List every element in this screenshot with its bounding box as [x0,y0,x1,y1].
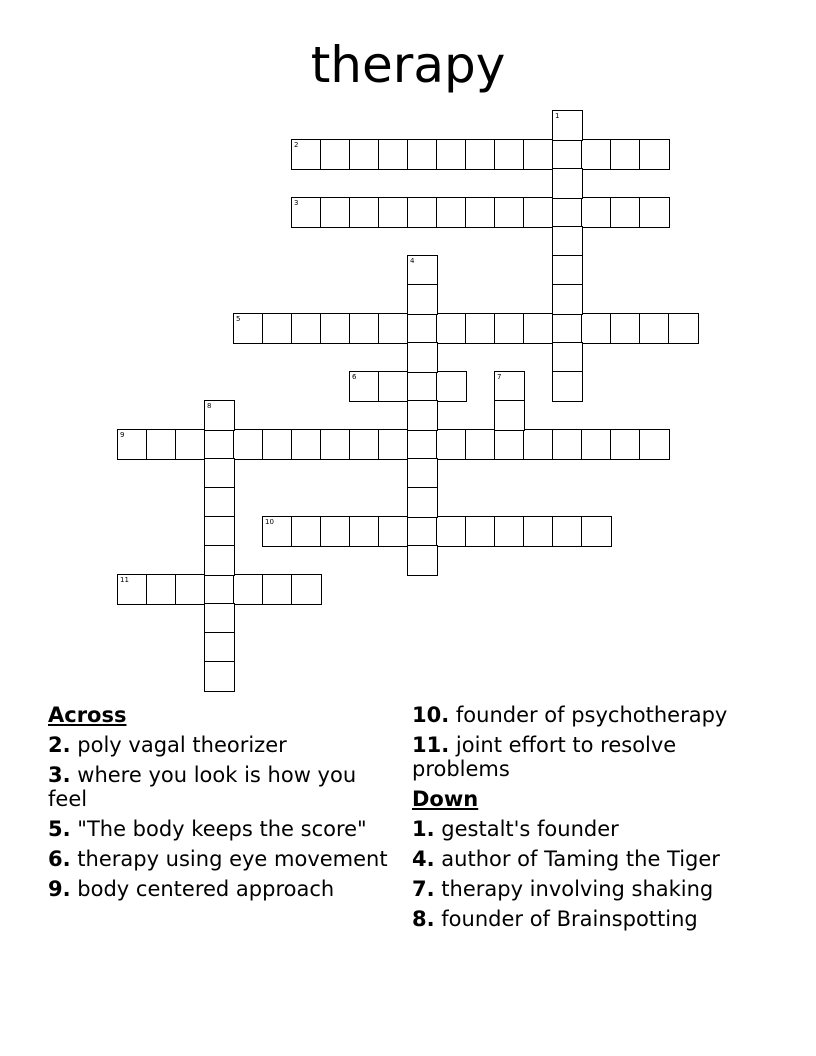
clue-text: poly vagal theorizer [77,733,287,757]
cell-number: 8 [207,402,212,410]
clue-text: joint effort to resolve problems [412,733,677,781]
grid-cell [465,197,496,228]
grid-cell [378,371,409,402]
grid-cell [320,139,351,170]
grid-cell [378,429,409,460]
clue-across-5 [48,817,388,841]
grid-cell [407,139,438,170]
grid-cell [407,516,438,547]
grid-cell [494,429,525,460]
clue-text: founder of Brainspotting [441,907,698,931]
clue-across-10 [412,703,757,727]
cell-number: 6 [352,373,357,381]
grid-cell [407,545,438,576]
grid-cell [668,313,699,344]
grid-cell [320,197,351,228]
grid-cell [204,487,235,518]
grid-cell [407,255,438,286]
grid-cell [581,139,612,170]
grid-cell [233,313,264,344]
grid-cell [349,139,380,170]
grid-cell [639,197,670,228]
grid-cell [291,574,322,605]
clue-across-11 [412,733,757,781]
clue-number: 8. [412,907,435,931]
page-title: therapy [310,36,506,94]
grid-cell [204,400,235,431]
clue-number: 6. [48,847,71,871]
grid-cell [291,429,322,460]
clue-text: therapy using eye movement [77,847,388,871]
grid-cell [204,429,235,460]
grid-cell [436,197,467,228]
clue-down-8 [412,907,757,931]
grid-cell [436,371,467,402]
grid-cell [552,110,583,141]
clues-left-column [48,703,388,907]
clue-text: author of Taming the Tiger [441,847,720,871]
clue-text: founder of psychotherapy [455,703,728,727]
clue-text: gestalt's founder [441,817,619,841]
grid-cell [262,516,293,547]
grid-cell [581,197,612,228]
grid-cell [146,429,177,460]
cell-number: 4 [410,257,415,265]
grid-cell [349,371,380,402]
grid-cell [204,661,235,692]
clue-number: 2. [48,733,71,757]
grid-cell [204,516,235,547]
grid-cell [523,197,554,228]
grid-cell [494,400,525,431]
clue-number: 3. [48,763,71,787]
grid-cell [436,313,467,344]
grid-cell [552,313,583,344]
clue-down-4 [412,847,757,871]
cell-number: 3 [294,199,299,207]
grid-cell [552,197,583,228]
cell-number: 9 [120,431,125,439]
clue-across-6 [48,847,388,871]
grid-cell [117,574,148,605]
grid-cell [291,313,322,344]
grid-cell [494,371,525,402]
cell-number: 11 [120,576,129,584]
grid-cell [494,139,525,170]
grid-cell [523,313,554,344]
grid-cell [523,516,554,547]
grid-cell [465,139,496,170]
grid-cell [407,371,438,402]
grid-cell [407,487,438,518]
grid-cell [581,429,612,460]
clue-text: where you look is how you feel [48,763,357,811]
grid-cell [581,313,612,344]
down-heading: Down [412,787,479,811]
grid-cell [262,429,293,460]
grid-cell [552,139,583,170]
grid-cell [175,574,206,605]
grid-cell [204,603,235,634]
grid-cell [378,516,409,547]
grid-cell [233,574,264,605]
grid-cell [407,342,438,373]
cell-number: 10 [265,518,274,526]
grid-cell [320,313,351,344]
clue-number: 4. [412,847,435,871]
grid-cell [494,313,525,344]
grid-cell [610,197,641,228]
grid-cell [639,429,670,460]
grid-cell [320,429,351,460]
clue-number: 5. [48,817,71,841]
clue-text: therapy involving shaking [441,877,714,901]
grid-cell [552,342,583,373]
grid-cell [494,516,525,547]
grid-cell [552,168,583,199]
grid-cell [262,313,293,344]
grid-cell [291,139,322,170]
grid-cell [407,400,438,431]
clue-text: "The body keeps the score" [77,817,367,841]
grid-cell [552,255,583,286]
grid-cell [523,139,554,170]
grid-cell [378,313,409,344]
grid-cell [552,429,583,460]
clue-number: 11. [412,733,450,757]
grid-cell [204,574,235,605]
grid-cell [639,139,670,170]
grid-cell [291,197,322,228]
grid-cell [407,284,438,315]
cell-number: 1 [555,112,560,120]
grid-cell [349,429,380,460]
grid-cell [436,516,467,547]
grid-cell [349,197,380,228]
grid-cell [494,197,525,228]
grid-cell [465,429,496,460]
grid-cell [407,313,438,344]
grid-cell [204,545,235,576]
grid-cell [320,516,351,547]
grid-cell [436,139,467,170]
cell-number: 7 [497,373,502,381]
grid-cell [233,429,264,460]
grid-cell [407,429,438,460]
grid-cell [523,429,554,460]
grid-cell [378,197,409,228]
grid-cell [639,313,670,344]
grid-cell [552,516,583,547]
grid-cell [291,516,322,547]
grid-cell [146,574,177,605]
grid-cell [117,429,148,460]
grid-cell [581,516,612,547]
clue-across-9 [48,877,388,901]
grid-cell [175,429,206,460]
grid-cell [349,313,380,344]
grid-cell [204,458,235,489]
grid-cell [407,458,438,489]
clue-across-3 [48,763,388,811]
grid-cell [378,139,409,170]
clue-number: 7. [412,877,435,901]
grid-cell [465,516,496,547]
grid-cell [552,371,583,402]
clue-number: 1. [412,817,435,841]
clue-down-7 [412,877,757,901]
grid-cell [552,226,583,257]
cell-number: 5 [236,315,241,323]
grid-cell [436,429,467,460]
grid-cell [204,632,235,663]
clue-number: 10. [412,703,450,727]
grid-cell [349,516,380,547]
clue-across-2 [48,733,388,757]
grid-cell [552,284,583,315]
across-heading: Across [48,703,127,727]
cell-number: 2 [294,141,299,149]
clue-text: body centered approach [77,877,335,901]
clue-number: 9. [48,877,71,901]
grid-cell [407,197,438,228]
grid-cell [610,139,641,170]
grid-cell [262,574,293,605]
grid-cell [465,313,496,344]
grid-cell [610,313,641,344]
clues-right-column [412,703,757,937]
grid-cell [610,429,641,460]
clue-down-1 [412,817,757,841]
